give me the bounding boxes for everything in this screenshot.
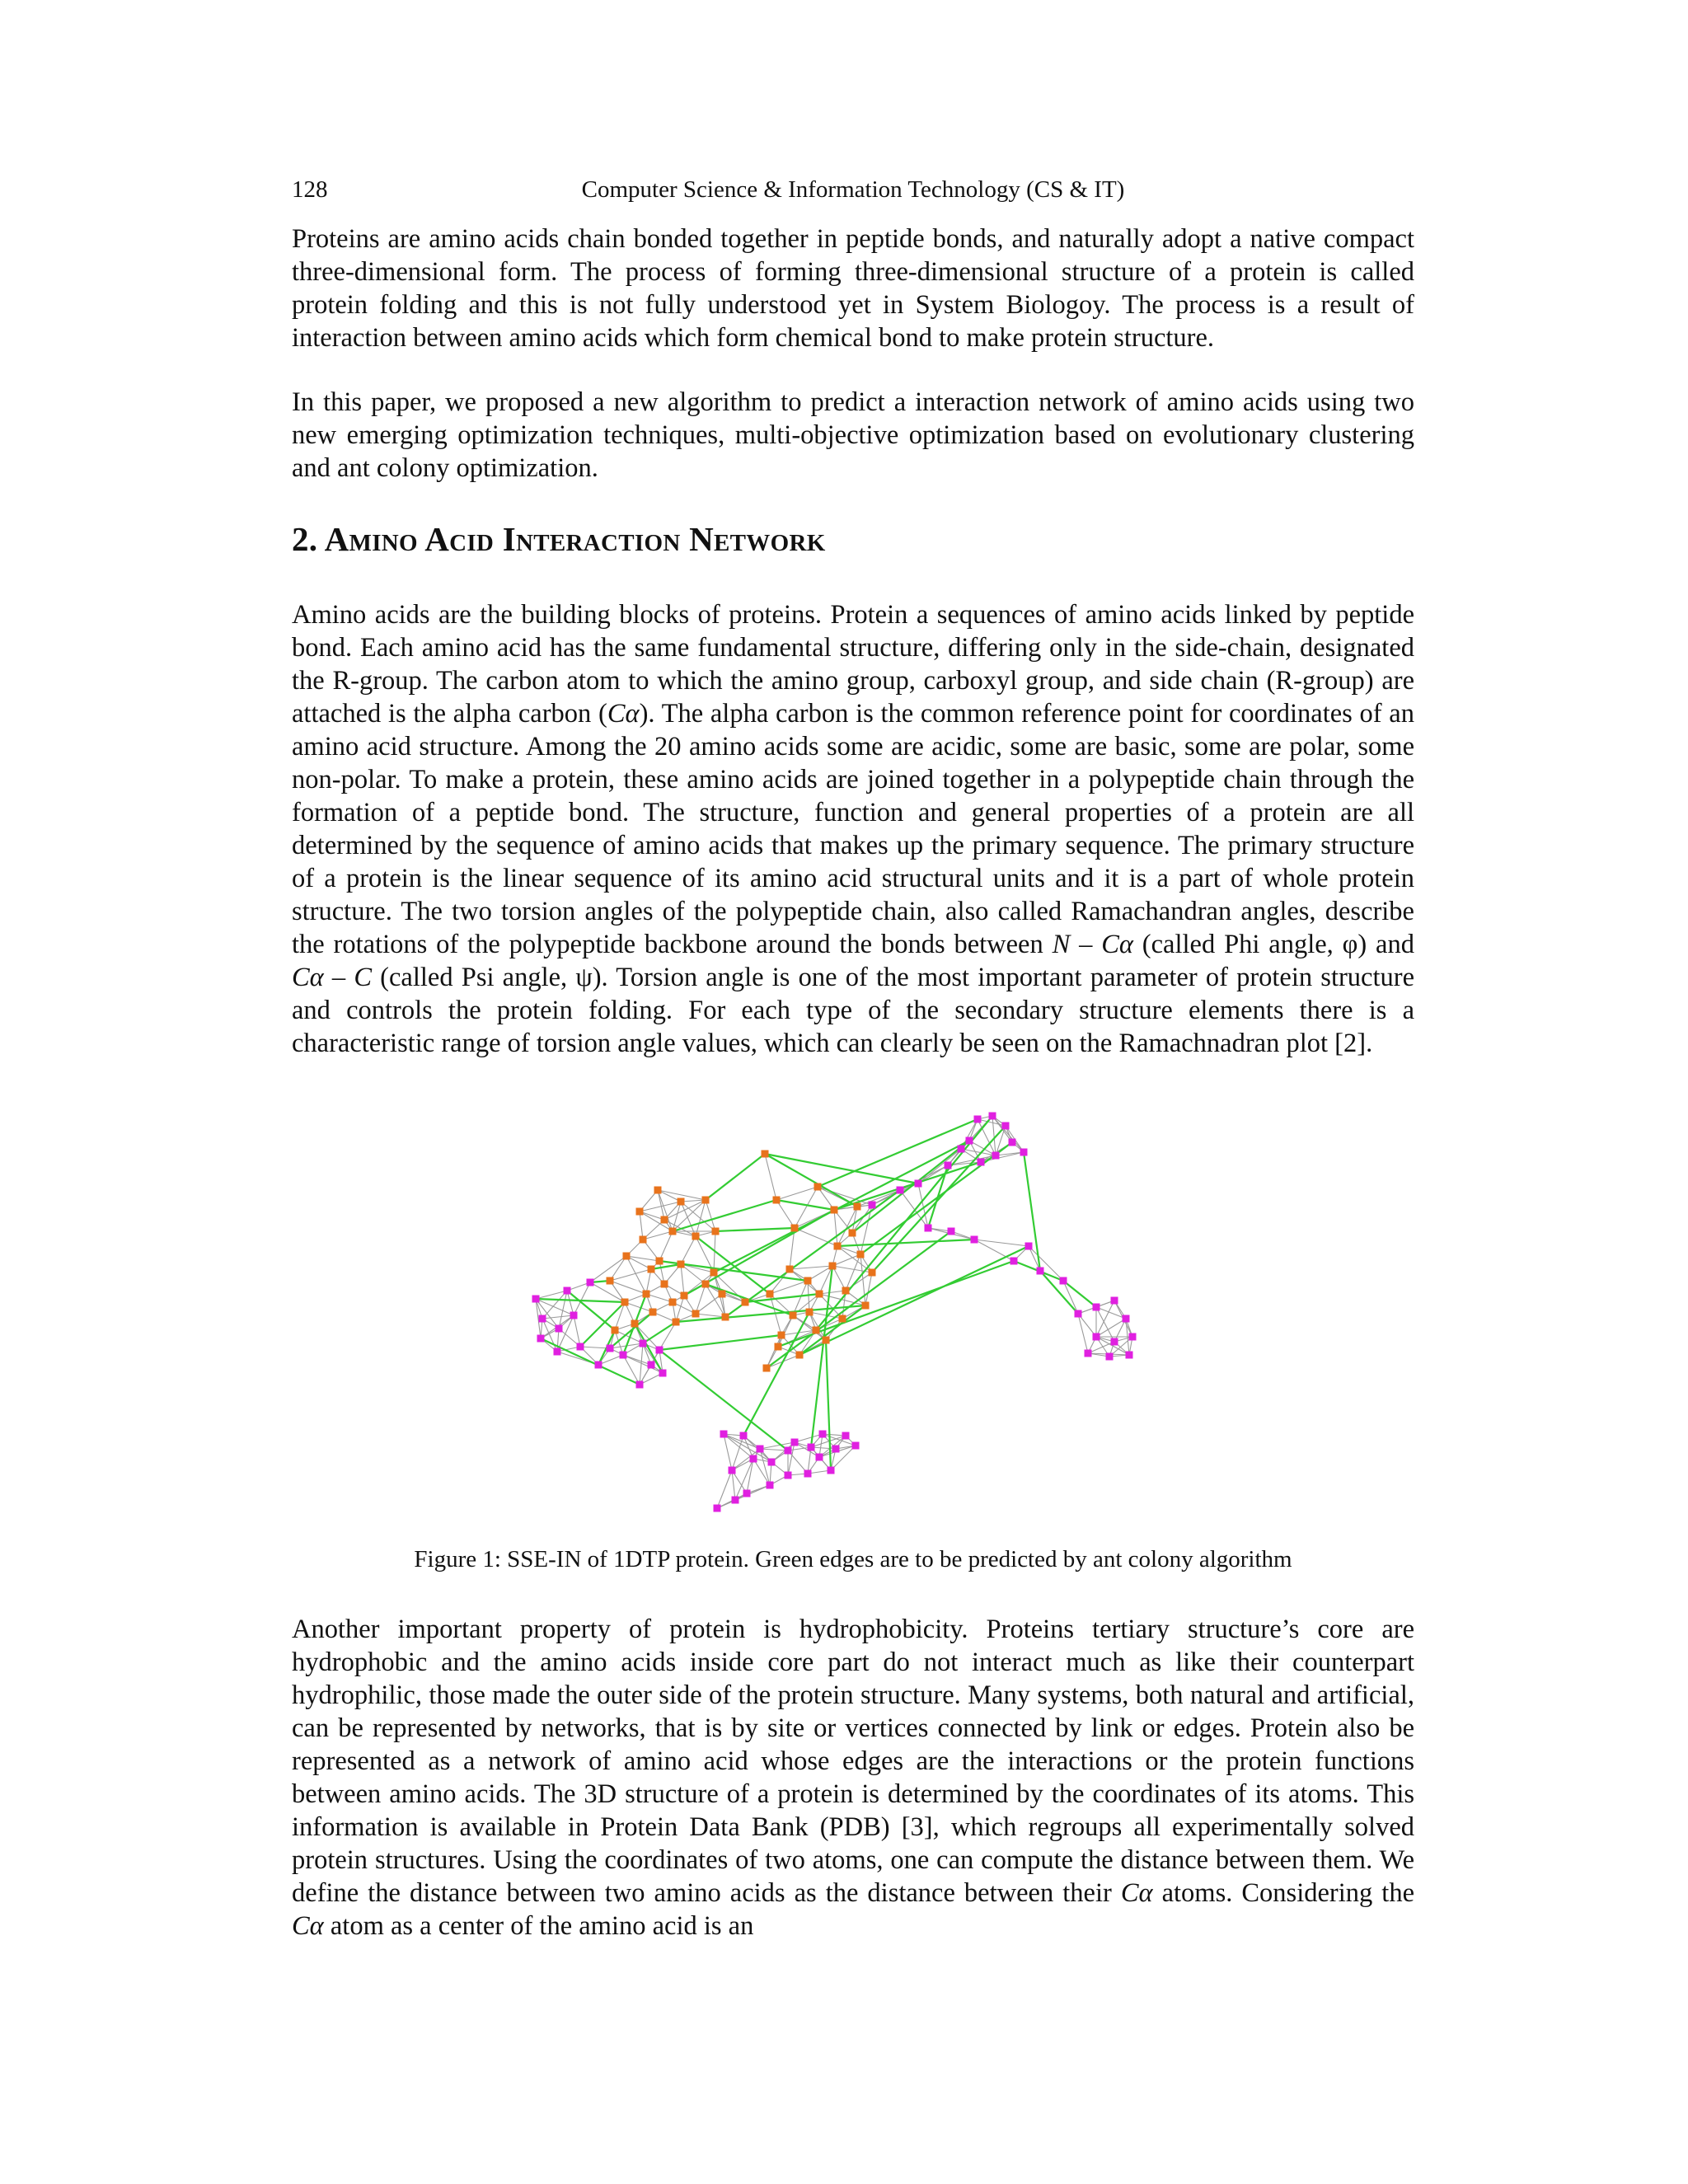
interaction-edge [590,1282,625,1302]
amino-acid-node-orange [831,1207,838,1214]
amino-acid-node-magenta [1075,1310,1082,1318]
amino-acid-node-magenta [620,1352,627,1359]
amino-acid-node-orange [829,1263,837,1270]
amino-acid-node-magenta [828,1467,835,1474]
paragraph-hydrophobicity [292,1613,1414,1943]
interaction-edge [696,1294,722,1314]
text-run: atom as a center of the amino acid is an [323,1911,754,1941]
math-symbol: Cα [292,1911,324,1941]
interaction-edge [795,1228,837,1246]
amino-acid-node-magenta [832,1446,840,1453]
amino-acid-node-magenta [974,1116,982,1123]
amino-acid-node-magenta [852,1442,860,1450]
interaction-edge [659,1322,676,1350]
amino-acid-node-orange [678,1198,685,1206]
amino-acid-node-orange [816,1291,823,1298]
amino-acid-node-magenta [869,1202,876,1209]
amino-acid-node-orange [842,1287,850,1295]
math-symbol: N – Cα [1052,930,1133,959]
amino-acid-node-orange [834,1243,842,1250]
amino-acid-node-orange [857,1251,865,1258]
amino-acid-node-magenta [640,1340,647,1347]
amino-acid-node-magenta [732,1497,739,1504]
amino-acid-node-magenta [648,1361,655,1369]
amino-acid-node-magenta [989,1113,996,1120]
amino-acid-node-orange [804,1277,812,1285]
interaction-edge [646,1294,673,1302]
amino-acid-node-orange [661,1216,668,1224]
amino-acid-node-magenta [925,1225,932,1232]
amino-acid-node-orange [773,1197,781,1204]
amino-acid-node-orange [762,1151,769,1158]
amino-acid-node-magenta [1010,1258,1018,1265]
amino-acid-node-orange [806,1309,814,1316]
amino-acid-node-magenta [564,1287,571,1295]
amino-acid-node-magenta [1111,1338,1118,1346]
amino-acid-node-orange [712,1228,720,1235]
interaction-edge [837,1207,857,1246]
interaction-edge [974,1240,1014,1261]
interaction-edge [659,1231,673,1261]
amino-acid-node-magenta [767,1482,774,1489]
amino-acid-node-orange [742,1299,749,1306]
amino-acid-node-magenta [808,1444,815,1451]
interaction-edge [681,1264,684,1296]
interaction-edge [776,1200,795,1228]
text-run: atoms. Considering the [1152,1878,1414,1908]
amino-acid-node-magenta [948,1228,955,1235]
interaction-edge [819,1291,846,1294]
amino-acid-node-magenta [532,1296,540,1303]
text-run: (called Psi angle, ψ). Torsion angle is one of the most important parameter of protein structure and controls the protein folding. For each type of the secondary structure elements there is a characteristic range of torsion angle values, which can clearly be seen on the Ramachnadran plot [2]. [292,963,1414,1058]
predicted-edge [872,1126,1006,1272]
amino-acid-node-magenta [1060,1277,1067,1285]
amino-acid-node-magenta [971,1236,978,1244]
amino-acid-node-magenta [768,1459,776,1466]
interaction-edge [857,1190,900,1207]
interaction-edge [834,1210,837,1246]
figure-caption: Figure 1: SSE-IN of 1DTP protein. Green edges are to be predicted by ant colony algorithm [414,1546,1292,1572]
amino-acid-node-orange [790,1312,797,1319]
amino-acid-node-orange [702,1281,710,1288]
predicted-edge [765,1154,918,1183]
amino-acid-node-orange [649,1309,657,1316]
predicted-edge [743,1312,809,1436]
amino-acid-node-magenta [1123,1315,1130,1323]
amino-acid-node-magenta [587,1279,594,1286]
amino-acid-node-orange [814,1183,822,1191]
interaction-edge [760,1449,788,1451]
amino-acid-node-magenta [636,1381,644,1389]
amino-acid-node-magenta [804,1470,812,1478]
amino-acid-node-magenta [978,1159,985,1166]
amino-acid-node-orange [775,1343,782,1351]
math-symbol: Cα [607,699,640,729]
predicted-edge [928,1165,948,1228]
amino-acid-node-magenta [785,1447,792,1455]
text-run: Amino acids are the building blocks of proteins. Protein a sequences of amino acids linked by peptide bond. Each amino acid has the same fundamental structure, differing only in the side-chain, designated the R-group. The carbon atom to which the amino group, carboxyl group, and side chain (R-group) are attached is the alpha carbon ( [292,600,1414,729]
predicted-edge [659,1335,781,1350]
interaction-edge [865,1272,872,1305]
section-heading: 2. Amino Acid Interaction Network [292,520,826,558]
amino-acid-node-magenta [1111,1297,1118,1305]
predicted-edge [673,1200,776,1231]
amino-acid-node-orange [643,1291,650,1298]
amino-acid-node-orange [823,1337,830,1344]
amino-acid-node-magenta [537,1335,545,1343]
amino-acid-node-orange [607,1277,614,1285]
amino-acid-node-orange [869,1269,876,1277]
interaction-edge [681,1236,696,1264]
amino-acid-node-magenta [577,1343,584,1351]
amino-acid-node-magenta [897,1187,904,1194]
page-number: 128 [292,176,328,203]
amino-acid-node-orange [767,1291,774,1298]
predicted-edge [567,1291,615,1330]
amino-acid-node-magenta [720,1431,728,1438]
predicted-edge [816,1116,992,1330]
amino-acid-node-orange [678,1261,685,1268]
interaction-edge [1029,1246,1063,1281]
interaction-edge [1096,1307,1126,1319]
amino-acid-node-magenta [729,1467,736,1474]
amino-acid-node-magenta [556,1325,563,1333]
amino-acid-node-magenta [607,1345,614,1352]
amino-acid-node-orange [778,1332,785,1339]
amino-acid-node-orange [661,1281,668,1288]
amino-acid-node-magenta [842,1432,850,1440]
interaction-edge [536,1291,567,1299]
amino-acid-node-orange [656,1258,663,1265]
amino-acid-node-orange [786,1266,794,1273]
amino-acid-node-magenta [595,1361,603,1369]
amino-acid-node-orange [796,1352,804,1359]
amino-acid-node-magenta [714,1505,721,1512]
predicted-edge [643,1322,676,1343]
amino-acid-node-magenta [570,1312,578,1319]
amino-acid-node-magenta [791,1439,799,1446]
math-symbol: Cα [1120,1878,1153,1908]
interaction-edge [640,1212,643,1240]
math-symbol: Cα – C [292,963,373,992]
amino-acid-node-orange [692,1310,700,1318]
interaction-edge [918,1149,961,1183]
amino-acid-node-orange [681,1292,688,1300]
amino-acid-node-orange [612,1327,619,1334]
amino-acid-node-orange [654,1187,662,1194]
interaction-edge [536,1299,574,1315]
amino-acid-node-magenta [750,1455,757,1463]
amino-acid-node-orange [791,1225,799,1232]
amino-acid-node-magenta [1106,1353,1114,1361]
amino-acid-node-magenta [819,1431,827,1438]
amino-acid-node-orange [719,1291,726,1298]
amino-acid-node-orange [862,1302,870,1310]
amino-acid-node-orange [710,1269,718,1277]
amino-acid-node-magenta [1002,1122,1010,1130]
paragraph-amino-acids [292,598,1414,1060]
amino-acid-node-orange [673,1319,680,1326]
amino-acid-node-magenta [1020,1149,1028,1156]
predicted-edge [715,1228,795,1231]
amino-acid-node-magenta [1093,1304,1100,1311]
predicted-edge [837,1240,974,1246]
amino-acid-node-magenta [1129,1333,1137,1341]
amino-acid-node-orange [854,1203,861,1211]
amino-acid-node-magenta [915,1180,922,1188]
amino-acid-node-orange [669,1228,677,1235]
interaction-network-graph [519,1108,1195,1528]
predicted-edge [834,1162,981,1210]
amino-acid-node-orange [813,1327,820,1334]
amino-acid-node-magenta [816,1454,823,1461]
interaction-edge [753,1459,770,1485]
amino-acid-node-orange [631,1320,639,1328]
amino-acid-node-magenta [958,1146,965,1153]
amino-acid-node-magenta [743,1490,751,1497]
interaction-edge [696,1314,725,1317]
amino-acid-node-magenta [539,1315,546,1323]
interaction-edge [974,1240,1029,1246]
amino-acid-node-magenta [1009,1139,1016,1146]
interaction-edge [664,1200,706,1220]
amino-acid-node-orange [669,1299,677,1306]
amino-acid-node-orange [621,1299,629,1306]
amino-acid-node-magenta [785,1472,792,1479]
paragraph-intro-proteins: Proteins are amino acids chain bonded together in peptide bonds, and naturally adopt a native compact three-dimensional form. The process of forming three-dimensional structure of a protein is called protein folding and this is not fully understood yet in System Biologoy. The process is a result of interaction between amino acids which form chemical bond to make protein structure. [292,224,1414,353]
amino-acid-node-magenta [992,1152,1000,1160]
amino-acid-node-orange [702,1197,710,1204]
amino-acid-node-orange [623,1253,631,1260]
amino-acid-node-orange [692,1233,700,1240]
amino-acid-node-orange [722,1314,729,1321]
journal-title: Computer Science & Information Technology (CS & IT) [581,176,1125,203]
amino-acid-node-orange [648,1266,655,1273]
amino-acid-node-magenta [1025,1243,1033,1250]
amino-acid-node-magenta [1037,1268,1044,1275]
amino-acid-node-orange [849,1230,856,1237]
interaction-edge [747,1459,753,1493]
text-run: ). The alpha carbon is the common reference point for coordinates of an amino acid structure. Among the 20 amino acids some are acidic, some are basic, some are polar, some non-polar. To make a protein, these amino acids are joined together in a polypeptide chain through the formation of a peptide bond. The structure, function and general properties of a protein are all determined by the sequence of amino acids that makes up the primary sequence. The primary structure of a protein is the linear sequence of its amino acid structural units and it is a part of whole protein structure. The two torsion angles of the polypeptide chain, also called Ramachandran angles, describe the rotations of the polypeptide backbone around the bonds between [292,699,1414,959]
text-run: Another important property of protein is hydrophobicity. Proteins tertiary structure’s core are hydrophobic and the amino acids inside core part do not interact much as like their counterpart hydrophilic, those made the outer side of the protein structure. Many systems, both natural and artificial, can be represented by networks, that is by site or vertices connected by link or edges. Protein also be represented as a network of amino acid whose edges are the interactions or the protein functions between amino acids. The 3D structure of a protein is determined by the coordinates of its atoms. This information is available in Protein Data Bank (PDB) [3], which regroups all experimentally solved protein structures. Using the coordinates of two atoms, one can compute the distance between them. We define the distance between two amino acids as the distance between their [292,1615,1414,1908]
predicted-edge [541,1338,640,1385]
amino-acid-node-magenta [656,1347,663,1354]
amino-acid-node-magenta [945,1162,952,1169]
amino-acid-node-magenta [1093,1333,1100,1341]
predicted-edge [1040,1271,1078,1314]
paragraph-paper-contribution: In this paper, we proposed a new algorithm to predict a interaction network of amino acids using two new emerging optimization techniques, multi-objective optimization based on evolutionary clustering and ant colony optimization. [292,387,1414,483]
amino-acid-node-magenta [1126,1352,1133,1359]
amino-acid-node-magenta [1085,1350,1092,1357]
amino-acid-node-orange [640,1236,647,1244]
page-header [292,171,1414,208]
amino-acid-node-magenta [554,1348,561,1356]
amino-acid-node-orange [763,1365,771,1372]
amino-acid-node-orange [839,1315,846,1323]
predicted-edge [706,1154,765,1200]
amino-acid-node-magenta [740,1432,748,1440]
interaction-edge [542,1291,567,1319]
amino-acid-node-magenta [757,1446,764,1453]
amino-acid-node-orange [636,1208,644,1216]
interaction-edge [765,1154,776,1200]
text-run: (called Phi angle, φ) and [1132,930,1414,959]
amino-acid-node-magenta [966,1137,973,1145]
figure-network [519,1108,1195,1528]
amino-acid-node-magenta [659,1370,667,1377]
